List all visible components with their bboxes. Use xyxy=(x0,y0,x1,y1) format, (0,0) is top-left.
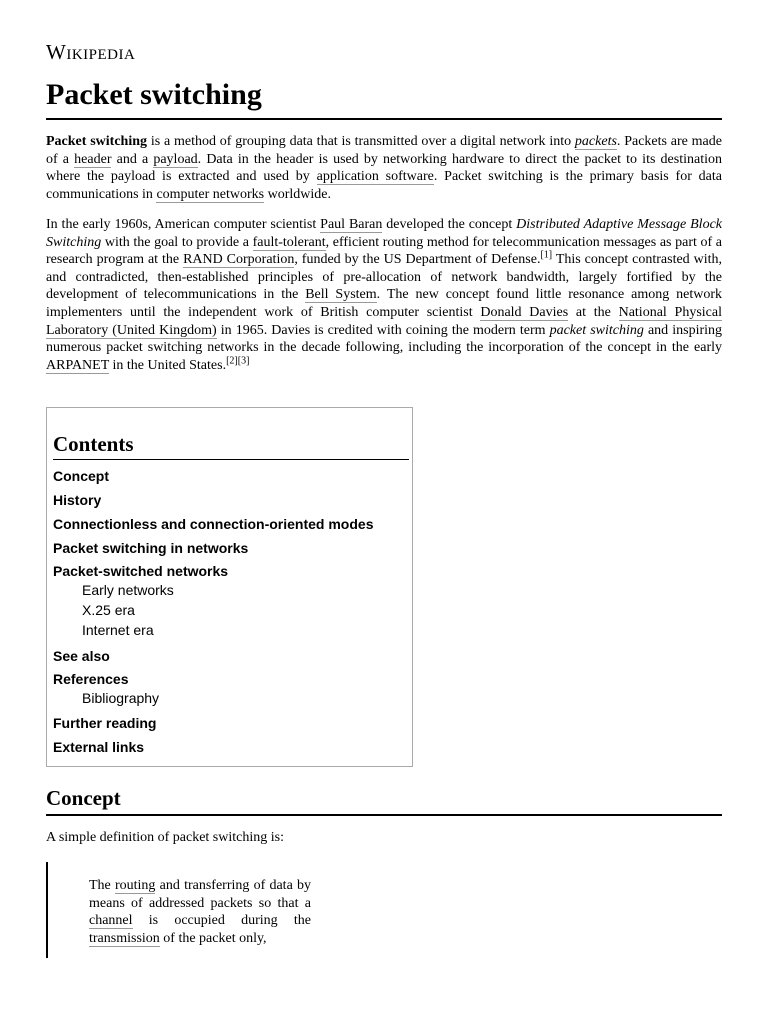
blockquote-text xyxy=(89,877,311,947)
wiki-link[interactable]: Donald Davies xyxy=(480,304,569,320)
text-run: at the xyxy=(568,304,619,320)
text-run: . Packet switching is the primary basis for data communications in xyxy=(46,169,722,202)
table-of-contents xyxy=(46,407,413,767)
text-run: In the early 1960s, American computer scientist xyxy=(46,217,321,232)
wiki-link[interactable]: channel xyxy=(89,913,133,929)
wikipedia-wordmark[interactable]: Wikipedia xyxy=(46,40,136,64)
wiki-link[interactable]: header xyxy=(74,151,112,167)
text-run: worldwide. xyxy=(264,186,332,202)
toc-item-further-reading[interactable]: Further reading xyxy=(53,715,157,731)
toc-item-history[interactable]: History xyxy=(53,492,102,508)
text-run: and inspiring numerous packet switching networks in the decade following, including the incorporation of the concept in the early xyxy=(46,322,723,356)
text-run: , efficient routing method for telecommunication messages as part of a research program at the xyxy=(46,234,722,268)
citation-ref[interactable]: [2][3] xyxy=(226,355,250,367)
toc-item-packet-switched-networks[interactable]: Packet-switched networks xyxy=(53,563,229,579)
toc-item-references[interactable]: References xyxy=(53,671,129,687)
wiki-link[interactable]: computer networks xyxy=(156,186,265,202)
text-run: with the goal to provide a xyxy=(101,234,253,250)
wiki-link[interactable]: ARPANET xyxy=(46,357,110,373)
text-run: , funded by the US Department of Defense. xyxy=(294,252,541,268)
text-run: of the packet only, xyxy=(159,930,267,946)
text-run: Packet switching xyxy=(46,134,148,149)
concept-intro: A simple definition of packet switching is: xyxy=(46,830,284,845)
toc-item-packet-switching-in-networks[interactable]: Packet switching in networks xyxy=(53,540,249,556)
toc-item-connectionless-modes[interactable]: Connectionless and connection-oriented modes xyxy=(53,516,374,532)
toc-subitem-x25-era[interactable]: X.25 era xyxy=(82,602,135,618)
wiki-link[interactable]: packets xyxy=(574,134,617,149)
text-run: in the United States. xyxy=(109,357,227,373)
text-run: packet switching xyxy=(549,322,644,338)
lead-paragraph-2 xyxy=(46,216,722,374)
toc-subitem-bibliography[interactable]: Bibliography xyxy=(82,690,160,706)
wiki-link[interactable]: Paul Baran xyxy=(320,217,383,232)
toc-item-external-links[interactable]: External links xyxy=(53,739,145,755)
toc-item-concept[interactable]: Concept xyxy=(53,468,109,484)
text-run: is a method of grouping data that is transmitted over a digital network into xyxy=(147,134,575,149)
definition-blockquote xyxy=(46,862,318,958)
toc-item-see-also[interactable]: See also xyxy=(53,648,110,664)
wiki-link[interactable]: Bell System xyxy=(305,287,377,303)
wiki-link[interactable]: fault-tolerant xyxy=(252,234,326,250)
wiki-link[interactable]: National Physical Laboratory (United Kingdom) xyxy=(46,304,722,338)
page-title: Packet switching xyxy=(46,76,722,120)
wiki-link[interactable]: payload xyxy=(153,151,198,167)
text-run: . Packets are made of a xyxy=(46,134,722,167)
citation-ref[interactable]: [1] xyxy=(540,249,553,261)
text-run: in 1965. Davies is credited with coining the modern term xyxy=(216,322,550,338)
text-run: . The new concept found little resonance among network implementers until the independent work of British computer scientist xyxy=(46,287,722,320)
text-run: Distributed Adaptive Message Block Switching xyxy=(46,217,722,250)
toc-title: Contents xyxy=(53,432,409,460)
section-heading-concept: Concept xyxy=(46,786,722,816)
text-run: . Data in the header is used by networking hardware to direct the packet to its destination where the payload is extracted and used by xyxy=(46,151,722,185)
wiki-link[interactable]: transmission xyxy=(89,930,160,946)
lead-paragraph-1 xyxy=(46,133,722,203)
text-run: and a xyxy=(111,151,154,167)
wiki-link[interactable]: RAND Corporation xyxy=(183,252,295,268)
wiki-link[interactable]: application software xyxy=(316,169,434,185)
toc-subitem-early-networks[interactable]: Early networks xyxy=(82,582,174,598)
text-run: This concept contrasted with, and contradicted, then-established principles of pre-allocation of network bandwidth, largely fortified by the development of telecommunications in the xyxy=(46,252,723,303)
toc-subitem-internet-era[interactable]: Internet era xyxy=(82,622,154,638)
text-run: is occupied during the xyxy=(132,913,311,929)
text-run: and transferring of data by means of addressed packets so that a xyxy=(89,878,312,911)
wiki-link[interactable]: routing xyxy=(114,878,156,893)
text-run: The xyxy=(89,878,115,893)
text-run: developed the concept xyxy=(382,217,517,232)
